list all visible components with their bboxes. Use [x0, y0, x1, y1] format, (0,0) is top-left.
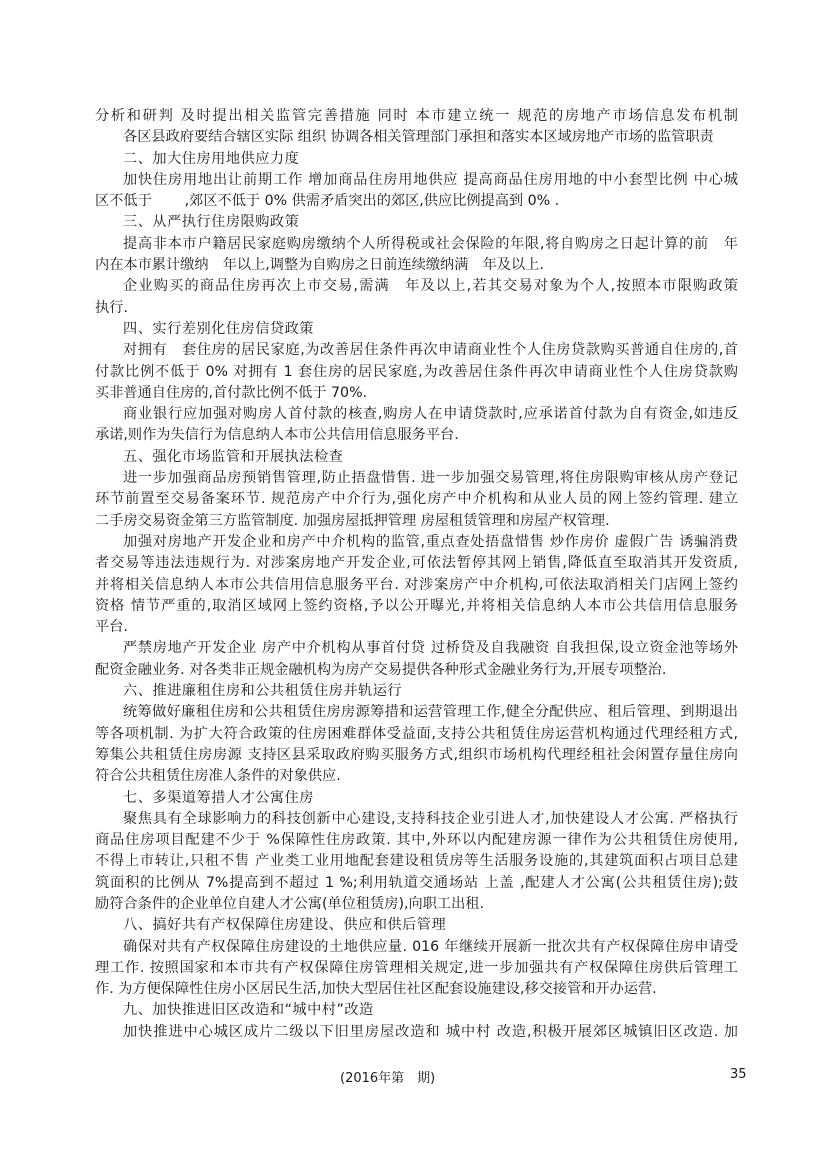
document-body: [95, 106, 738, 1043]
paragraph-line: 者交易等违法违规行为. 对涉案房地产开发企业,可依法暂停其网上销售,降低直至取消其开发资质,: [95, 555, 738, 572]
paragraph-line: 聚焦具有全球影响力的科技创新中心建设,支持科技企业引进人才,加快建设人才公寓. 严格执行: [123, 810, 738, 827]
paragraph-line: 平台.: [95, 619, 128, 636]
paragraph-line: 分析和研判 及时提出相关监管完善措施 同时 本市建立统一 规范的房地产市场信息发布机制: [95, 108, 738, 124]
paragraph-line: 加强对房地产开发企业和房产中介机构的监管,重点查处捂盘惜售 炒作房价 虚假广告 诱骗消费: [123, 533, 738, 550]
section-heading: 六、推进廉租住房和公共租赁住房并轨运行: [123, 683, 403, 700]
paragraph-line: 执行.: [95, 299, 128, 316]
paragraph-line: 配资金融业务. 对各类非正规金融机构为房产交易提供各种形式金融业务行为,开展专项整治.: [95, 661, 667, 678]
paragraph-line: 励符合条件的企业单位自建人才公寓(单位租赁房),向职工出租.: [95, 895, 484, 912]
paragraph-line: 承诺,则作为失信行为信息纳人本市公共信用信息服务平台.: [95, 427, 459, 444]
paragraph-line: 理工作. 按照国家和本市共有产权保障住房管理相关规定,进一步加强共有产权保障住房供后管理工: [95, 959, 738, 976]
paragraph-line: 等各项机制. 为扩大符合政策的住房困难群体受益面,支持公共租赁住房运营机构通过代理经租方式,: [95, 725, 738, 742]
paragraph-line: 买非普通自住房的,首付款比例不低于 70%.: [95, 384, 368, 401]
paragraph-line: 加快推进中心城区成片二级以下旧里房屋改造和 城中村 改造,积极开展郊区城镇旧区改造. 加: [123, 1023, 738, 1040]
paragraph-line: 统筹做好廉租住房和公共租赁住房房源筹措和运营管理工作,健全分配供应、租后管理、到期退出: [123, 704, 738, 721]
paragraph-line: 并将相关信息纳人本市公共信用信息服务平台. 对涉案房产中介机构,可依法取消相关门店网上签约: [95, 576, 738, 593]
paragraph-line: 筑面积的比例从 7%提高到不超过 1 %;利用轨道交通场站 上盖 ,配建人才公寓(公共租赁住房);鼓: [95, 874, 738, 891]
paragraph-line: 加快住房用地出让前期工作 增加商品住房用地供应 提高商品住房用地的中小套型比例 中心城: [123, 171, 738, 188]
section-heading: 五、强化市场监管和开展执法检查: [123, 448, 344, 465]
page-footer: [0, 1067, 827, 1087]
section-heading: 四、实行差别化住房信贷政策: [123, 320, 314, 337]
section-heading: 九、加快推进旧区改造和“城中村”改造: [123, 1002, 374, 1019]
page-number: 35: [730, 1067, 747, 1082]
paragraph-line: 付款比例不低于 0% 对拥有 1 套住房的居民家庭,为改善居住条件再次申请商业性个人住房贷款购: [95, 363, 738, 380]
paragraph-line: 进一步加强商品房预销售管理,防止捂盘惜售. 进一步加强交易管理,将住房限购审核从房产登记: [123, 470, 738, 487]
paragraph-line: 对拥有 套住房的居民家庭,为改善居住条件再次申请商业性个人住房贷款购买普通自住房的,首: [123, 342, 738, 359]
paragraph-line: 提高非本市户籍居民家庭购房缴纳个人所得税或社会保险的年限,将自购房之日起计算的前 年: [123, 235, 738, 252]
section-heading: 三、从严执行住房限购政策: [123, 214, 300, 231]
paragraph-line: 筹集公共租赁住房房源 支持区县采取政府购买服务方式,组织市场机构代理经租社会闲置存量住房向: [95, 746, 738, 763]
section-heading: 七、多渠道筹措人才公寓住房: [123, 789, 314, 806]
paragraph-line: 确保对共有产权保障住房建设的土地供应量. 016 年继续开展新一批次共有产权保障住房申请受: [123, 938, 738, 955]
paragraph-line: 环节前置至交易备案环节. 规范房产中介行为,强化房产中介机构和从业人员的网上签约管理. 建立: [95, 491, 738, 508]
paragraph-line: 企业购买的商品住房再次上市交易,需满 年及以上,若其交易对象为个人,按照本市限购政策: [123, 278, 738, 295]
paragraph-line: 各区县政府要结合辖区实际 组织 协调各相关管理部门承担和落实本区域房地产市场的监管职责: [123, 129, 714, 146]
section-heading: 二、加大住房用地供应力度: [123, 150, 300, 167]
paragraph-line: 作. 为方便保障性住房小区居民生活,加快大型居住社区配套设施建设,移交接管和开办运营.: [95, 981, 657, 998]
paragraph-line: 严禁房地产开发企业 房产中介机构从事首付贷 过桥贷及自我融资 自我担保,设立资金池等场外: [123, 640, 738, 657]
paragraph-line: 商业银行应加强对购房人首付款的核查,购房人在申请贷款时,应承诺首付款为自有资金,如违反: [123, 406, 738, 423]
paragraph-line: 商品住房项目配建不少于 %保障性住房政策. 其中,外环以内配建房源一律作为公共租赁住房使用,: [95, 832, 738, 849]
section-heading: 八、搞好共有产权保障住房建设、供应和供后管理: [123, 917, 447, 934]
paragraph-line: 区不低于 ,郊区不低于 0% 供需矛盾突出的郊区,供应比例提高到 0% .: [95, 193, 560, 210]
issue-label: (2016年第 期): [340, 1071, 436, 1086]
paragraph-line: 符合公共租赁住房准人条件的对象供应.: [95, 768, 341, 785]
paragraph-line: 内在本市累计缴纳 年以上,调整为自购房之日前连续缴纳满 年及以上.: [95, 257, 544, 274]
paragraph-line: 二手房交易资金第三方监管制度. 加强房屋抵押管理 房屋租赁管理和房屋产权管理.: [95, 512, 610, 529]
paragraph-line: 不得上市转让,只租不售 产业类工业用地配套建设租赁房等生活服务设施的,其建筑面积占项目总建: [95, 853, 738, 870]
paragraph-line: 资格 情节严重的,取消区域网上签约资格,予以公开曝光,并将相关信息纳人本市公共信用信息服务: [95, 597, 738, 614]
